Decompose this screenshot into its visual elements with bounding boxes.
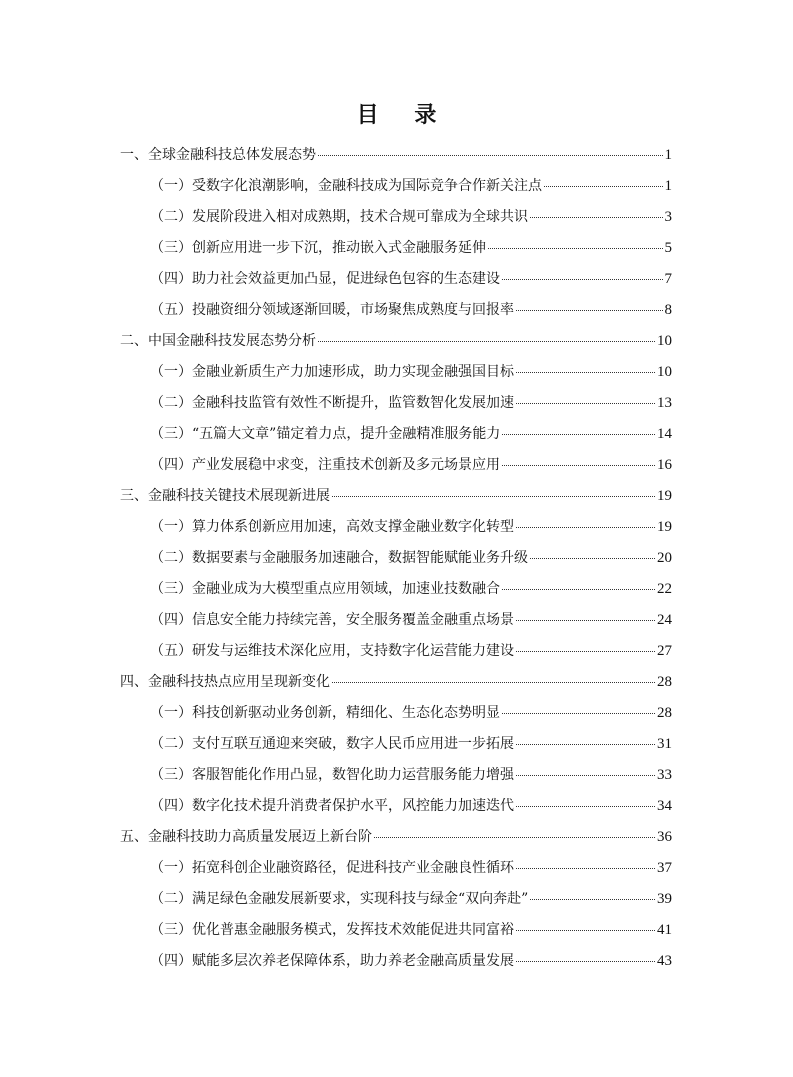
toc-entry-label: （二）支付互联互通迎来突破，数字人民币应用进一步拓展 (150, 736, 514, 752)
toc-dot-leader (516, 527, 655, 528)
toc-page-number: 27 (657, 643, 672, 659)
toc-entry-label: （二）满足绿色金融发展新要求，实现科技与绿金“双向奔赴” (150, 891, 529, 907)
toc-chapter-entry[interactable] (120, 326, 672, 357)
toc-section-entry[interactable] (120, 295, 672, 326)
toc-page-number: 36 (657, 829, 672, 845)
toc-entry-label: （三）金融业成为大模型重点应用领域，加速业技数融合 (150, 581, 500, 597)
toc-section-entry[interactable] (120, 450, 672, 481)
toc-section-entry[interactable] (120, 791, 672, 822)
table-of-contents (120, 140, 672, 977)
toc-page-number: 34 (657, 798, 672, 814)
toc-section-entry[interactable] (120, 946, 672, 977)
toc-dot-leader (516, 310, 663, 311)
toc-entry-label: （三）优化普惠金融服务模式，发挥技术效能促进共同富裕 (150, 922, 514, 938)
toc-dot-leader (318, 341, 655, 342)
toc-dot-leader (502, 279, 663, 280)
toc-page-number: 8 (664, 302, 672, 318)
toc-page-number: 28 (657, 705, 672, 721)
toc-entry-label: 五、金融科技助力高质量发展迈上新台阶 (120, 829, 372, 845)
toc-dot-leader (530, 899, 655, 900)
toc-page-number: 39 (657, 891, 672, 907)
toc-section-entry[interactable] (120, 605, 672, 636)
toc-page-number: 31 (657, 736, 672, 752)
toc-page-number: 10 (657, 364, 672, 380)
toc-section-entry[interactable] (120, 388, 672, 419)
toc-entry-label: （三）创新应用进一步下沉，推动嵌入式金融服务延伸 (150, 240, 486, 256)
toc-page-number: 3 (664, 209, 672, 225)
toc-entry-label: （四）产业发展稳中求变，注重技术创新及多元场景应用 (150, 457, 500, 473)
toc-dot-leader (502, 434, 655, 435)
toc-entry-label: （一）金融业新质生产力加速形成，助力实现金融强国目标 (150, 364, 514, 380)
toc-page-number: 41 (657, 922, 672, 938)
toc-entry-label: （五）投融资细分领域逐渐回暖，市场聚焦成熟度与回报率 (150, 302, 514, 318)
toc-entry-label: （四）信息安全能力持续完善，安全服务覆盖金融重点场景 (150, 612, 514, 628)
toc-page-number: 13 (657, 395, 672, 411)
toc-section-entry[interactable] (120, 915, 672, 946)
toc-entry-label: （二）发展阶段进入相对成熟期，技术合规可靠成为全球共识 (150, 209, 528, 225)
toc-dot-leader (516, 775, 655, 776)
toc-dot-leader (516, 868, 655, 869)
toc-dot-leader (516, 961, 655, 962)
toc-section-entry[interactable] (120, 357, 672, 388)
toc-dot-leader (516, 744, 655, 745)
toc-page-number: 33 (657, 767, 672, 783)
toc-entry-label: 三、金融科技关键技术展现新进展 (120, 488, 330, 504)
toc-dot-leader (332, 496, 655, 497)
toc-section-entry[interactable] (120, 419, 672, 450)
toc-dot-leader (502, 589, 655, 590)
toc-dot-leader (516, 930, 655, 931)
toc-entry-label: 一、全球金融科技总体发展态势 (120, 147, 316, 163)
toc-dot-leader (332, 682, 655, 683)
toc-entry-label: （二）数据要素与金融服务加速融合，数据智能赋能业务升级 (150, 550, 528, 566)
toc-entry-label: （四）赋能多层次养老保障体系，助力养老金融高质量发展 (150, 953, 514, 969)
toc-entry-label: （五）研发与运维技术深化应用，支持数字化运营能力建设 (150, 643, 514, 659)
toc-chapter-entry[interactable] (120, 667, 672, 698)
toc-dot-leader (318, 155, 663, 156)
toc-page-number: 19 (657, 488, 672, 504)
toc-dot-leader (516, 620, 655, 621)
toc-dot-leader (516, 806, 655, 807)
toc-entry-label: （一）科技创新驱动业务创新，精细化、生态化态势明显 (150, 705, 500, 721)
toc-chapter-entry[interactable] (120, 822, 672, 853)
toc-dot-leader (516, 372, 655, 373)
toc-page-number: 5 (664, 240, 672, 256)
toc-entry-label: 四、金融科技热点应用呈现新变化 (120, 674, 330, 690)
toc-section-entry[interactable] (120, 884, 672, 915)
toc-page-number: 14 (657, 426, 672, 442)
toc-entry-label: （二）金融科技监管有效性不断提升，监管数智化发展加速 (150, 395, 514, 411)
toc-page-number: 28 (657, 674, 672, 690)
toc-entry-label: （一）受数字化浪潮影响，金融科技成为国际竞争合作新关注点 (150, 178, 542, 194)
toc-page-number: 1 (664, 147, 672, 163)
toc-chapter-entry[interactable] (120, 481, 672, 512)
toc-page-number: 37 (657, 860, 672, 876)
toc-section-entry[interactable] (120, 853, 672, 884)
toc-entry-label: （四）数字化技术提升消费者保护水平，风控能力加速迭代 (150, 798, 514, 814)
toc-chapter-entry[interactable] (120, 140, 672, 171)
toc-page-number: 43 (657, 953, 672, 969)
toc-dot-leader (516, 403, 655, 404)
toc-section-entry[interactable] (120, 202, 672, 233)
toc-dot-leader (516, 651, 655, 652)
toc-section-entry[interactable] (120, 233, 672, 264)
toc-page-number: 16 (657, 457, 672, 473)
toc-entry-label: （三）“五篇大文章”锚定着力点，提升金融精准服务能力 (150, 426, 501, 442)
toc-dot-leader (544, 186, 663, 187)
toc-page-number: 20 (657, 550, 672, 566)
toc-entry-label: （一）算力体系创新应用加速，高效支撑金融业数字化转型 (150, 519, 514, 535)
toc-dot-leader (502, 713, 655, 714)
toc-section-entry[interactable] (120, 636, 672, 667)
toc-section-entry[interactable] (120, 574, 672, 605)
toc-dot-leader (488, 248, 663, 249)
toc-page-number: 10 (657, 333, 672, 349)
toc-dot-leader (374, 837, 655, 838)
toc-section-entry[interactable] (120, 264, 672, 295)
toc-section-entry[interactable] (120, 698, 672, 729)
toc-entry-label: （四）助力社会效益更加凸显，促进绿色包容的生态建设 (150, 271, 500, 287)
toc-entry-label: 二、中国金融科技发展态势分析 (120, 333, 316, 349)
toc-page-number: 19 (657, 519, 672, 535)
toc-entry-label: （三）客服智能化作用凸显，数智化助力运营服务能力增强 (150, 767, 514, 783)
toc-dot-leader (530, 217, 663, 218)
toc-page-number: 1 (664, 178, 672, 194)
toc-section-entry[interactable] (120, 171, 672, 202)
page-title: 目 录 (356, 102, 451, 128)
toc-section-entry[interactable] (120, 760, 672, 791)
toc-dot-leader (502, 465, 655, 466)
toc-page-number: 7 (664, 271, 672, 287)
toc-section-entry[interactable] (120, 729, 672, 760)
toc-dot-leader (530, 558, 655, 559)
toc-section-entry[interactable] (120, 512, 672, 543)
toc-section-entry[interactable] (120, 543, 672, 574)
toc-page-number: 22 (657, 581, 672, 597)
toc-page-number: 24 (657, 612, 672, 628)
toc-entry-label: （一）拓宽科创企业融资路径，促进科技产业金融良性循环 (150, 860, 514, 876)
